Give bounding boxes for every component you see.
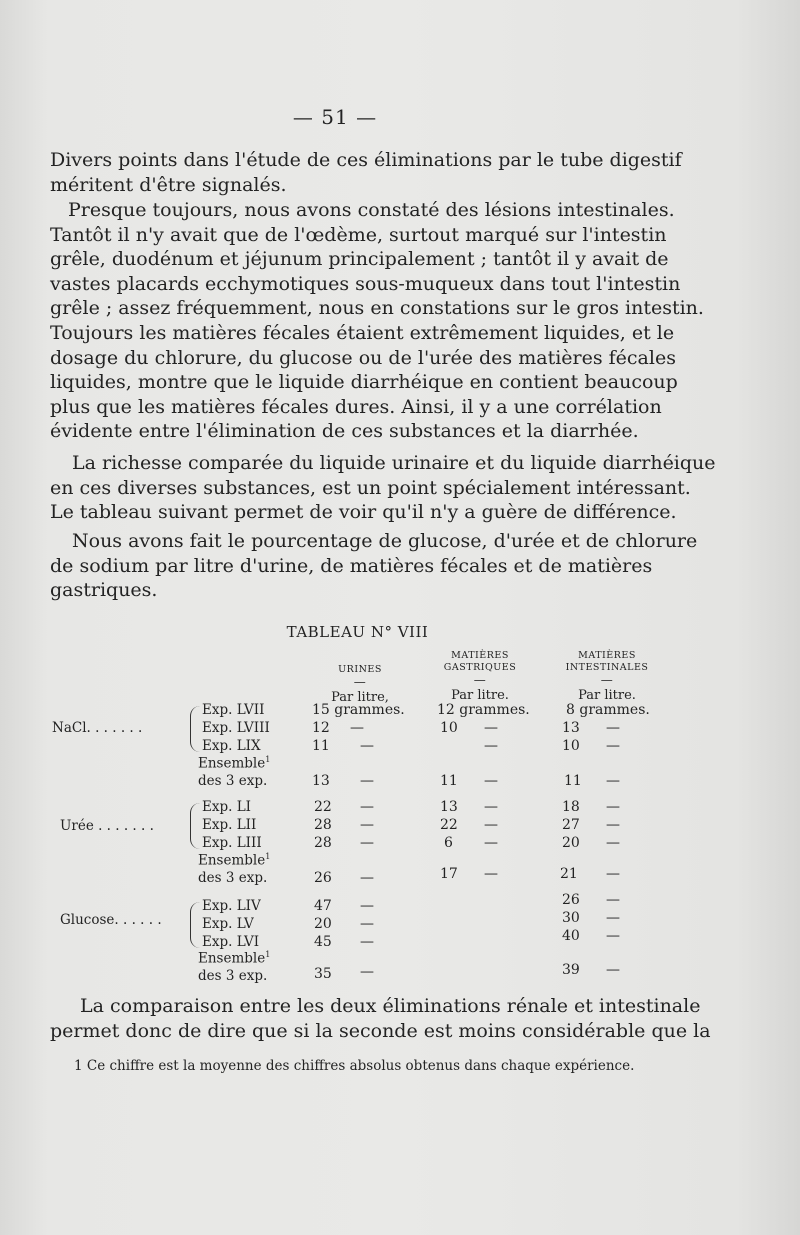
cell-intestinales: 26 bbox=[562, 892, 580, 908]
cell-dash: — bbox=[360, 799, 374, 815]
column-dash: — bbox=[353, 675, 367, 689]
column-header-urines bbox=[320, 664, 400, 704]
column-header-gastriques bbox=[420, 650, 540, 702]
cell-urines: 28 bbox=[314, 835, 332, 851]
cell-intestinales: 11 bbox=[564, 773, 582, 789]
column-label: MATIÈRES bbox=[578, 650, 636, 661]
cell-urines: 11 bbox=[312, 738, 330, 754]
cell-dash: — bbox=[360, 898, 374, 914]
text-line: évidente entre l'élimination de ces substances et la diarrhée. bbox=[50, 420, 639, 443]
paragraph-2 bbox=[50, 198, 704, 444]
paragraph-1 bbox=[50, 148, 682, 197]
group-label-uree: Urée . . . . . . . bbox=[60, 818, 154, 834]
footnote-marker: 1 bbox=[265, 852, 271, 861]
cell-gastriques: 12 grammes. bbox=[437, 702, 530, 718]
cell-urines: 13 bbox=[312, 773, 330, 789]
exp-label: Exp. LII bbox=[202, 817, 257, 833]
cell-gastriques: 13 bbox=[440, 799, 458, 815]
cell-dash: — bbox=[360, 916, 374, 932]
column-label: URINES bbox=[338, 664, 382, 675]
footnote: 1 Ce chiffre est la moyenne des chiffres absolus obtenus dans chaque expérience. bbox=[74, 1058, 635, 1074]
column-unit: Par litre. bbox=[578, 688, 636, 703]
cell-dash: — bbox=[606, 866, 620, 882]
cell-urines: 15 grammes. bbox=[312, 702, 405, 718]
ensemble-text: Ensemble bbox=[198, 755, 266, 772]
cell-dash: — bbox=[606, 799, 620, 815]
text-line: Le tableau suivant permet de voir qu'il n'y a guère de différence. bbox=[50, 501, 677, 524]
column-header-intestinales bbox=[552, 650, 662, 702]
group-label-nacl: NaCl. . . . . . . bbox=[52, 720, 143, 736]
cell-dash: — bbox=[606, 720, 620, 736]
cell-dash: — bbox=[606, 892, 620, 908]
footnote-marker: 1 bbox=[265, 950, 271, 959]
column-dash: — bbox=[473, 673, 487, 687]
brace bbox=[190, 902, 201, 948]
text-line: méritent d'être signalés. bbox=[50, 173, 287, 196]
cell-urines: 12 bbox=[312, 720, 330, 736]
text-line: Tantôt il n'y avait que de l'œdème, surtout marqué sur l'intestin bbox=[50, 223, 667, 246]
brace bbox=[190, 803, 201, 849]
exp-label: Exp. LIX bbox=[202, 738, 261, 754]
ensemble-label bbox=[198, 950, 270, 967]
exp-label: Exp. LIV bbox=[202, 898, 261, 914]
cell-gastriques: 22 bbox=[440, 817, 458, 833]
text-line: plus que les matières fécales dures. Ainsi, il y a une corrélation bbox=[50, 395, 662, 418]
column-label: GASTRIQUES bbox=[443, 662, 517, 673]
text-line: liquides, montre que le liquide diarrhéique en contient beaucoup bbox=[50, 371, 678, 394]
text-line: dosage du chlorure, du glucose ou de l'urée des matières fécales bbox=[50, 346, 676, 369]
ensemble-sub: des 3 exp. bbox=[198, 968, 268, 984]
cell-dash: — bbox=[606, 928, 620, 944]
cell-urines: 26 bbox=[314, 870, 332, 886]
cell-intestinales: 8 grammes. bbox=[566, 702, 650, 718]
text-line: Presque toujours, nous avons constaté des lésions intestinales. bbox=[68, 199, 675, 221]
cell-dash: — bbox=[484, 866, 498, 882]
cell-dash: — bbox=[360, 964, 374, 980]
cell-dash: — bbox=[606, 817, 620, 833]
cell-dash: — bbox=[360, 835, 374, 851]
cell-gastriques: 11 bbox=[440, 773, 458, 789]
cell-gastriques: 10 bbox=[440, 720, 458, 736]
cell-dash: — bbox=[484, 799, 498, 815]
cell-urines: 20 bbox=[314, 916, 332, 932]
cell-gastriques: 6 bbox=[444, 835, 453, 851]
text-line: Toujours les matières fécales étaient extrêmement liquides, et le bbox=[50, 321, 675, 344]
page-number: — 51 — bbox=[292, 105, 378, 129]
cell-dash: — bbox=[484, 835, 498, 851]
cell-intestinales: 40 bbox=[562, 928, 580, 944]
column-unit: Par litre. bbox=[451, 688, 509, 703]
cell-dash: — bbox=[484, 817, 498, 833]
text-line: gastriques. bbox=[50, 579, 158, 602]
cell-intestinales: 39 bbox=[562, 962, 580, 978]
column-label: INTESTINALES bbox=[565, 662, 649, 673]
exp-label: Exp. LVI bbox=[202, 934, 260, 950]
cell-dash: — bbox=[484, 738, 498, 754]
cell-intestinales: 30 bbox=[562, 910, 580, 926]
text-line: de sodium par litre d'urine, de matières fécales et de matières bbox=[50, 554, 653, 577]
cell-intestinales: 13 bbox=[562, 720, 580, 736]
text-line: La comparaison entre les deux éliminations rénale et intestinale bbox=[80, 995, 701, 1017]
cell-dash: — bbox=[606, 910, 620, 926]
exp-label: Exp. LI bbox=[202, 799, 251, 815]
cell-urines: 47 bbox=[314, 898, 332, 914]
group-label-glucose: Glucose. . . . . . bbox=[60, 912, 162, 928]
cell-dash: — bbox=[360, 817, 374, 833]
cell-dash: — bbox=[606, 835, 620, 851]
cell-urines: 28 bbox=[314, 817, 332, 833]
ensemble-sub: des 3 exp. bbox=[198, 773, 268, 789]
cell-urines: 45 bbox=[314, 934, 332, 950]
cell-dash: — bbox=[606, 738, 620, 754]
cell-intestinales: 18 bbox=[562, 799, 580, 815]
footnote-marker: 1 bbox=[265, 755, 271, 764]
cell-urines: 22 bbox=[314, 799, 332, 815]
column-label: MATIÈRES bbox=[451, 650, 509, 661]
exp-label: Exp. LVII bbox=[202, 702, 265, 718]
ensemble-text: Ensemble bbox=[198, 950, 266, 967]
text-line: en ces diverses substances, est un point spécialement intéressant. bbox=[50, 476, 691, 499]
cell-dash: — bbox=[606, 962, 620, 978]
exp-label: Exp. LIII bbox=[202, 835, 262, 851]
cell-dash: — bbox=[484, 720, 498, 736]
paragraph-4 bbox=[50, 529, 698, 603]
text-line: grêle, duodénum et jéjunum principalement ; tantôt il y avait de bbox=[50, 248, 669, 271]
cell-intestinales: 20 bbox=[562, 835, 580, 851]
cell-intestinales: 10 bbox=[562, 738, 580, 754]
cell-dash: — bbox=[360, 738, 374, 754]
cell-intestinales: 27 bbox=[562, 817, 580, 833]
ensemble-label bbox=[198, 755, 270, 772]
text-line: La richesse comparée du liquide urinaire et du liquide diarrhéique bbox=[72, 452, 716, 474]
column-dash: — bbox=[600, 673, 614, 687]
exp-label: Exp. LV bbox=[202, 916, 254, 932]
text-line: Nous avons fait le pourcentage de glucose, d'urée et de chlorure bbox=[72, 530, 698, 552]
exp-label: Exp. LVIII bbox=[202, 720, 270, 736]
text-line: permet donc de dire que si la seconde est moins considérable que la bbox=[50, 1019, 711, 1042]
cell-dash: — bbox=[350, 720, 364, 736]
column-unit: Par litre, bbox=[331, 690, 389, 705]
cell-dash: — bbox=[360, 773, 374, 789]
table-title: TABLEAU N° VIII bbox=[286, 623, 429, 641]
cell-dash: — bbox=[484, 773, 498, 789]
cell-gastriques: 17 bbox=[440, 866, 458, 882]
cell-intestinales: 21 bbox=[560, 866, 578, 882]
text-line: vastes placards ecchymotiques sous-muqueux dans tout l'intestin bbox=[50, 272, 681, 295]
cell-dash: — bbox=[360, 934, 374, 950]
ensemble-sub: des 3 exp. bbox=[198, 870, 268, 886]
cell-urines: 35 bbox=[314, 966, 332, 982]
paragraph-3 bbox=[50, 451, 716, 525]
cell-dash: — bbox=[606, 773, 620, 789]
text-line: grêle ; assez fréquemment, nous en constations sur le gros intestin. bbox=[50, 297, 704, 320]
paragraph-5 bbox=[50, 994, 711, 1043]
text-line: Divers points dans l'étude de ces éliminations par le tube digestif bbox=[50, 149, 682, 171]
cell-dash: — bbox=[360, 870, 374, 886]
brace bbox=[190, 706, 201, 752]
ensemble-text: Ensemble bbox=[198, 852, 266, 869]
ensemble-label bbox=[198, 852, 270, 869]
